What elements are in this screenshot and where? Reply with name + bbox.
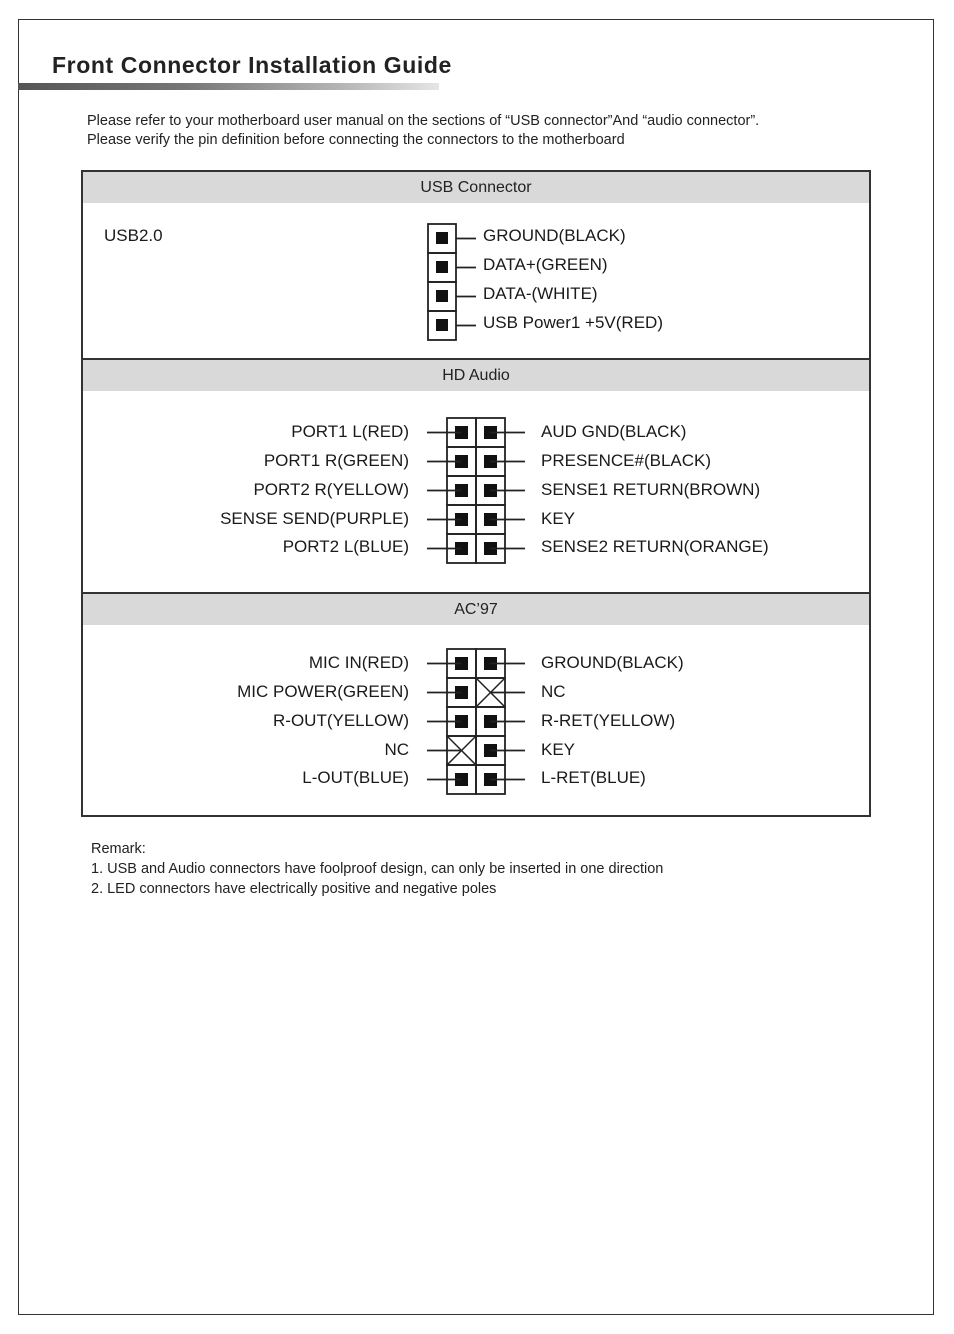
ac97-left-pin-label: MIC POWER(GREEN)	[237, 682, 409, 701]
hd-audio-right-pin-label: SENSE2 RETURN(ORANGE)	[541, 537, 769, 556]
ac97-section-header: AC’97	[83, 594, 869, 625]
remark-item: 2. LED connectors have electrically positive and negative poles	[91, 881, 497, 897]
usb-version-label: USB2.0	[104, 226, 163, 245]
hd-audio-left-pin-label: PORT2 L(BLUE)	[282, 537, 409, 556]
pin-diagrams	[83, 172, 869, 815]
usb-pin-header	[428, 224, 476, 340]
remark-heading: Remark:	[91, 841, 146, 857]
usb-pin-label: DATA+(GREEN)	[483, 255, 608, 274]
connector-table	[81, 170, 871, 817]
page-title: Front Connector Installation Guide	[52, 52, 452, 78]
usb-section-header: USB Connector	[83, 172, 869, 203]
ac97-right-pin-label: L-RET(BLUE)	[541, 768, 646, 787]
ac97-right-pin-label: R-RET(YELLOW)	[541, 711, 676, 730]
remark-item: 1. USB and Audio connectors have foolproof design, can only be inserted in one direction	[91, 861, 664, 877]
title-underline-bar	[18, 83, 439, 90]
ac97-right-pin-label: KEY	[541, 740, 576, 759]
ac97-left-pin-label: L-OUT(BLUE)	[302, 768, 409, 787]
hd-audio-left-pin-label: PORT1 R(GREEN)	[263, 451, 409, 470]
ac97-left-pin-label: R-OUT(YELLOW)	[273, 711, 409, 730]
pin-square	[436, 232, 448, 244]
pin-square	[436, 290, 448, 302]
intro-line-1: Please refer to your motherboard user manual on the sections of “USB connector”And “audio connector”.	[87, 113, 760, 129]
ac97-pin-header	[427, 649, 525, 794]
pin-square	[436, 261, 448, 273]
hd-audio-right-pin-label: SENSE1 RETURN(BROWN)	[541, 480, 761, 499]
remark-block	[91, 839, 663, 899]
ac97-right-pin-label: GROUND(BLACK)	[541, 653, 684, 672]
pin-square	[436, 319, 448, 331]
hd-audio-right-pin-label: KEY	[541, 509, 576, 528]
usb-pin-label: DATA-(WHITE)	[483, 284, 598, 303]
hd-audio-right-pin-label: AUD GND(BLACK)	[541, 422, 687, 441]
ac97-right-pin-label: NC	[541, 682, 566, 701]
hd-audio-section-header: HD Audio	[83, 360, 869, 391]
intro-line-2: Please verify the pin definition before connecting the connectors to the motherboard	[87, 132, 625, 148]
usb-pin-label: USB Power1 +5V(RED)	[483, 313, 663, 332]
usb-pin-label: GROUND(BLACK)	[483, 226, 626, 245]
hd-audio-right-pin-label: PRESENCE#(BLACK)	[541, 451, 712, 470]
ac97-left-pin-label: MIC IN(RED)	[308, 653, 409, 672]
hd-audio-left-pin-label: SENSE SEND(PURPLE)	[220, 509, 409, 528]
hd-audio-left-pin-label: PORT2 R(YELLOW)	[253, 480, 409, 499]
intro-text	[87, 112, 759, 150]
hd-audio-left-pin-label: PORT1 L(RED)	[291, 422, 409, 441]
hd-audio-pin-header	[427, 418, 525, 563]
ac97-left-pin-label: NC	[384, 740, 409, 759]
